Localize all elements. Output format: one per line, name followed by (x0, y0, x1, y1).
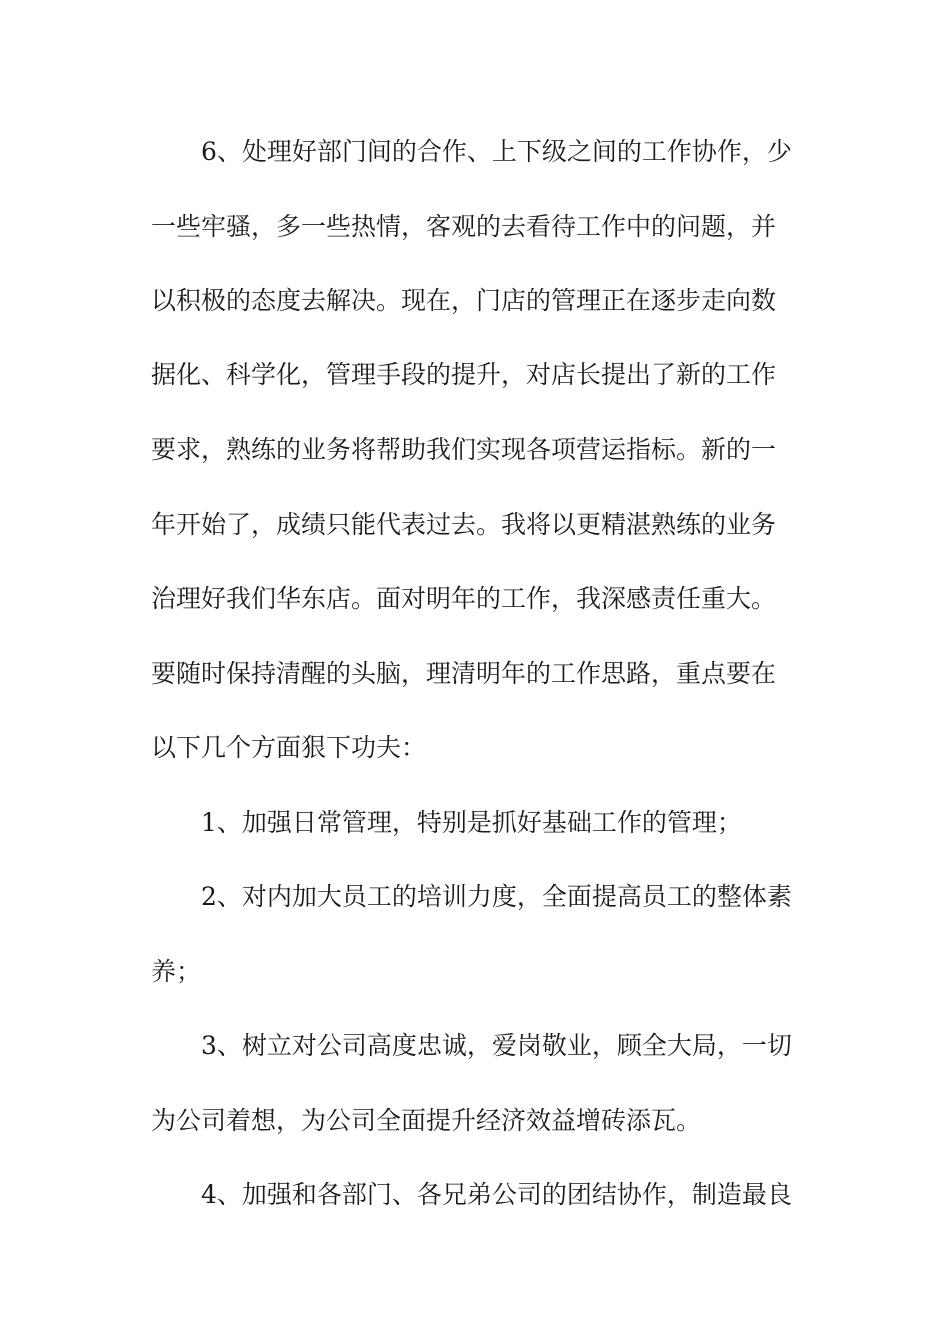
list-item-2-continued: 养； (151, 957, 202, 986)
text-line: 要随时保持清醒的头脑，理清明年的工作思路，重点要在 (151, 659, 777, 688)
list-item-4: 4、加强和各部门、各兄弟公司的团结协作，制造最良 (201, 1180, 792, 1209)
list-item-2: 2、对内加大员工的培训力度，全面提高员工的整体素 (201, 882, 792, 911)
text-line: 一些牢骚，多一些热情，客观的去看待工作中的问题，并 (151, 212, 777, 241)
list-item-3: 3、树立对公司高度忠诚，爱岗敬业，顾全大局，一切 (201, 1031, 792, 1060)
text-line: 以下几个方面狠下功夫： (151, 733, 427, 762)
text-line: 治理好我们华东店。面对明年的工作，我深感责任重大。 (151, 584, 777, 613)
text-line: 要求，熟练的业务将帮助我们实现各项营运指标。新的一 (151, 435, 777, 464)
text-line: 6、处理好部门间的合作、上下级之间的工作协作，少 (201, 137, 792, 166)
list-item-1: 1、加强日常管理，特别是抓好基础工作的管理； (201, 808, 742, 837)
text-line: 年开始了，成绩只能代表过去。我将以更精湛熟练的业务 (151, 510, 777, 539)
text-line: 以积极的态度去解决。现在，门店的管理正在逐步走向数 (151, 286, 777, 315)
list-item-3-continued: 为公司着想，为公司全面提升经济效益增砖添瓦。 (151, 1106, 702, 1135)
text-line: 据化、科学化，管理手段的提升，对店长提出了新的工作 (151, 360, 777, 389)
